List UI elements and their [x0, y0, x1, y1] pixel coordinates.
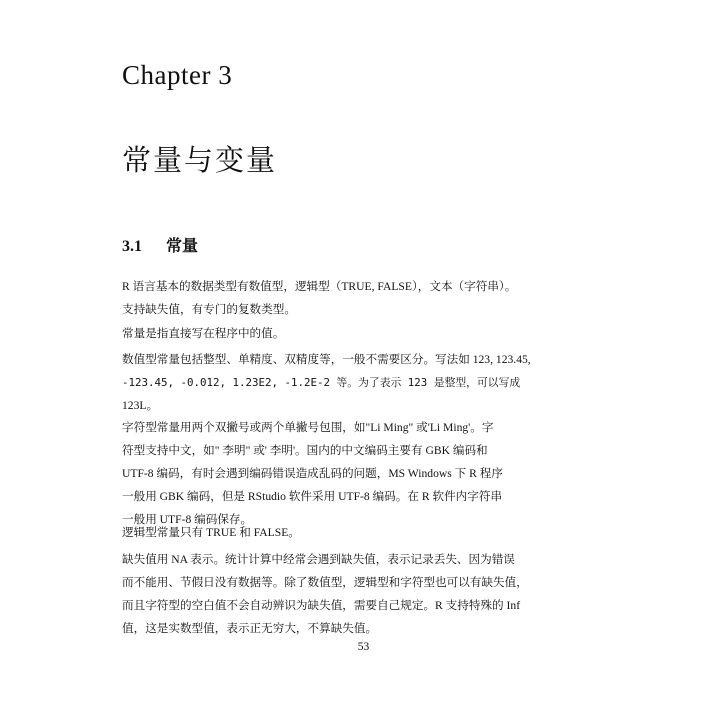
- paragraph-data-types: [122, 275, 516, 321]
- paragraph-logical-constants: [122, 521, 300, 544]
- paragraph-line: 而不能用、节假日没有数据等。除了数值型，逻辑型和字符型也可以有缺失值，: [122, 576, 528, 589]
- paragraph-string-constants: [122, 416, 503, 531]
- paragraph-line: 逻辑型常量只有 TRUE 和 FALSE。: [122, 526, 300, 539]
- section-number: 3.1: [122, 238, 142, 255]
- paragraph-line: 符型支持中文，如" 李明" 或' 李明'。国内的中文编码主要有 GBK 编码和: [122, 444, 488, 457]
- page-number: 53: [357, 641, 370, 653]
- paragraph-line: UTF-8 编码，有时会遇到编码错误造成乱码的问题，MS Windows 下 R 程序: [122, 467, 503, 480]
- paragraph-constant-definition: [122, 322, 284, 345]
- paragraph-missing-values: [122, 548, 528, 640]
- section-title: 常量: [166, 236, 199, 255]
- paragraph-line: 字符型常量用两个双撇号或两个单撇号包围，如"Li Ming" 或'Li Ming'。字: [122, 421, 494, 434]
- paragraph-line: 一般用 UTF-8 编码保存。: [122, 513, 253, 526]
- paragraph-line: -123.45, -0.012, 1.23E2, -1.2E-2 等。为了表示 123 是整型，可以写成: [122, 376, 521, 389]
- chapter-label: Chapter 3: [122, 60, 233, 90]
- paragraph-numeric-constants: [122, 348, 531, 417]
- paragraph-line: R 语言基本的数据类型有数值型，逻辑型（TRUE, FALSE），文本（字符串）。: [122, 280, 517, 293]
- paragraph-line: 数值型常量包括整型、单精度、双精度等，一般不需要区分。写法如 123, 123.45,: [122, 353, 531, 366]
- paragraph-line: 支持缺失值，有专门的复数类型。: [122, 303, 296, 316]
- paragraph-line: 一般用 GBK 编码，但是 RStudio 软件采用 UTF-8 编码。在 R 软件内字符串: [122, 490, 503, 503]
- paragraph-line: 123L。: [122, 399, 159, 412]
- section-heading: [122, 233, 198, 256]
- paragraph-line: 常量是指直接写在程序中的值。: [122, 327, 285, 340]
- paragraph-line: 而且字符型的空白值不会自动辨识为缺失值，需要自己规定。R 支持特殊的 Inf: [122, 599, 521, 612]
- chapter-title: 常量与变量: [122, 143, 278, 177]
- paragraph-line: 缺失值用 NA 表示。统计计算中经常会遇到缺失值，表示记录丢失、因为错误: [122, 553, 515, 566]
- paragraph-line: 值，这是实数型值，表示正无穷大，不算缺失值。: [122, 622, 378, 635]
